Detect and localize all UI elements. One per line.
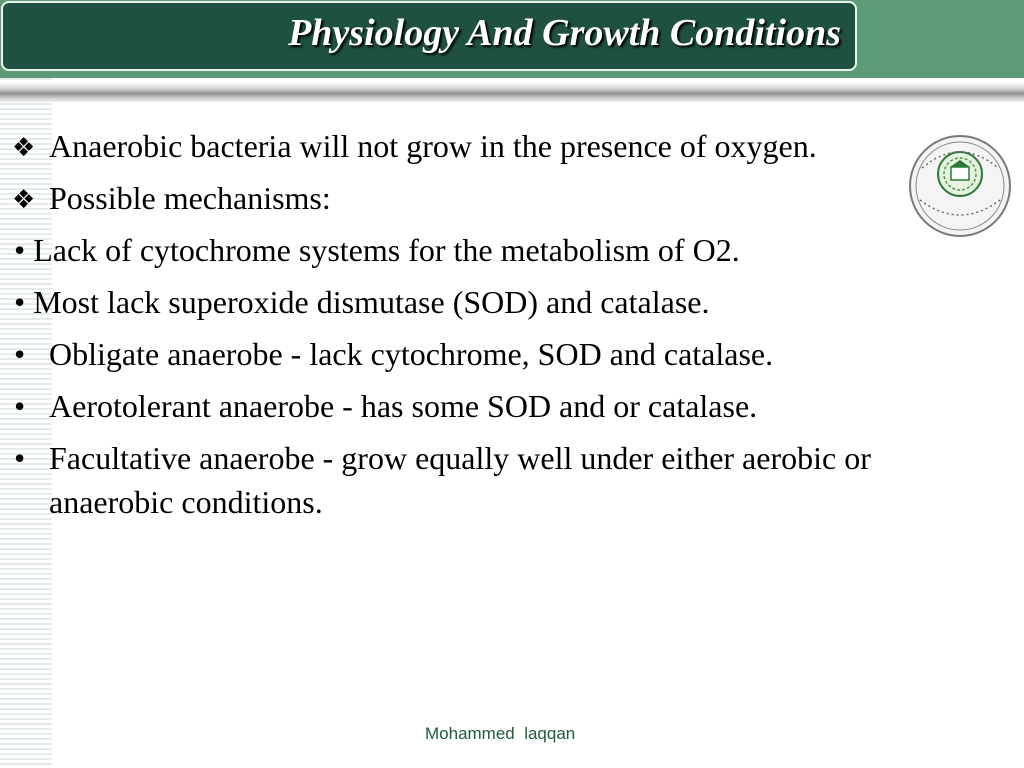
diamond-bullet-icon: ❖ xyxy=(12,185,36,215)
bullet-text: Anaerobic bacteria will not grow in the presence of oxygen. xyxy=(49,128,817,164)
bullet-text: Aerotolerant anaerobe - has some SOD and or catalase. xyxy=(49,388,758,424)
footer-author: Mohammed laqqan xyxy=(425,724,576,743)
header-divider xyxy=(0,83,1024,102)
list-item xyxy=(0,228,905,272)
bullet-text: Most lack superoxide dismutase (SOD) and catalase. xyxy=(33,284,710,320)
bullet-list xyxy=(0,124,905,532)
bullet-text: Lack of cytochrome systems for the metabolism of O2. xyxy=(33,232,740,268)
list-item xyxy=(0,384,905,428)
dot-bullet-icon: • xyxy=(14,440,26,476)
list-item xyxy=(0,124,905,168)
diamond-bullet-icon: ❖ xyxy=(12,133,36,163)
dot-bullet-icon: • xyxy=(14,284,26,320)
bullet-text: Facultative anaerobe - grow equally well under either aerobic or anaerobic conditions. xyxy=(49,440,871,520)
list-item xyxy=(0,332,905,376)
title-box xyxy=(1,1,857,71)
list-item xyxy=(0,436,905,524)
list-item xyxy=(0,176,905,220)
dot-bullet-icon: • xyxy=(14,232,26,268)
dot-bullet-icon: • xyxy=(14,336,26,372)
bullet-text: Obligate anaerobe - lack cytochrome, SOD and catalase. xyxy=(49,336,774,372)
bullet-text: Possible mechanisms: xyxy=(49,180,331,216)
dot-bullet-icon: • xyxy=(14,388,26,424)
slide-title: Physiology And Growth Conditions xyxy=(288,12,841,54)
university-logo xyxy=(908,134,1012,238)
list-item xyxy=(0,280,905,324)
